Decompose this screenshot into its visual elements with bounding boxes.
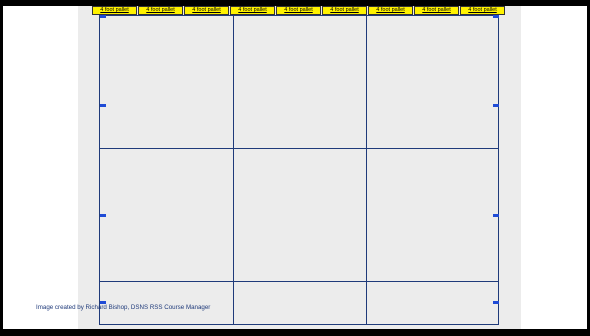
pallet-label: 4 foot pallet bbox=[276, 6, 321, 15]
pallet-grid bbox=[99, 15, 499, 325]
pallet-strip bbox=[92, 6, 509, 15]
grid-column-divider bbox=[233, 15, 234, 325]
pallet-label: 4 foot pallet bbox=[138, 6, 183, 15]
grid-column-divider bbox=[366, 15, 367, 325]
pallet-label: 4 foot pallet bbox=[368, 6, 413, 15]
image-credit: Image created by Richard Bishop, DSNS RSS Course Manager bbox=[36, 304, 211, 311]
pallet-label: 4 foot pallet bbox=[414, 6, 459, 15]
column-marker bbox=[493, 104, 499, 107]
pallet-label: 4 foot pallet bbox=[322, 6, 367, 15]
column-marker bbox=[493, 15, 499, 18]
column-marker bbox=[493, 301, 499, 304]
column-marker bbox=[100, 104, 106, 107]
frame-bottom-border bbox=[0, 329, 590, 336]
grid-row-divider bbox=[99, 281, 499, 282]
pallet-label: 4 foot pallet bbox=[92, 6, 137, 15]
column-marker bbox=[100, 214, 106, 217]
frame-left-border bbox=[0, 0, 3, 336]
grid-row-divider bbox=[99, 148, 499, 149]
pallet-label: 4 foot pallet bbox=[460, 6, 505, 15]
column-marker bbox=[493, 214, 499, 217]
pallet-label: 4 foot pallet bbox=[184, 6, 229, 15]
pallet-label: 4 foot pallet bbox=[230, 6, 275, 15]
column-marker bbox=[100, 15, 106, 18]
